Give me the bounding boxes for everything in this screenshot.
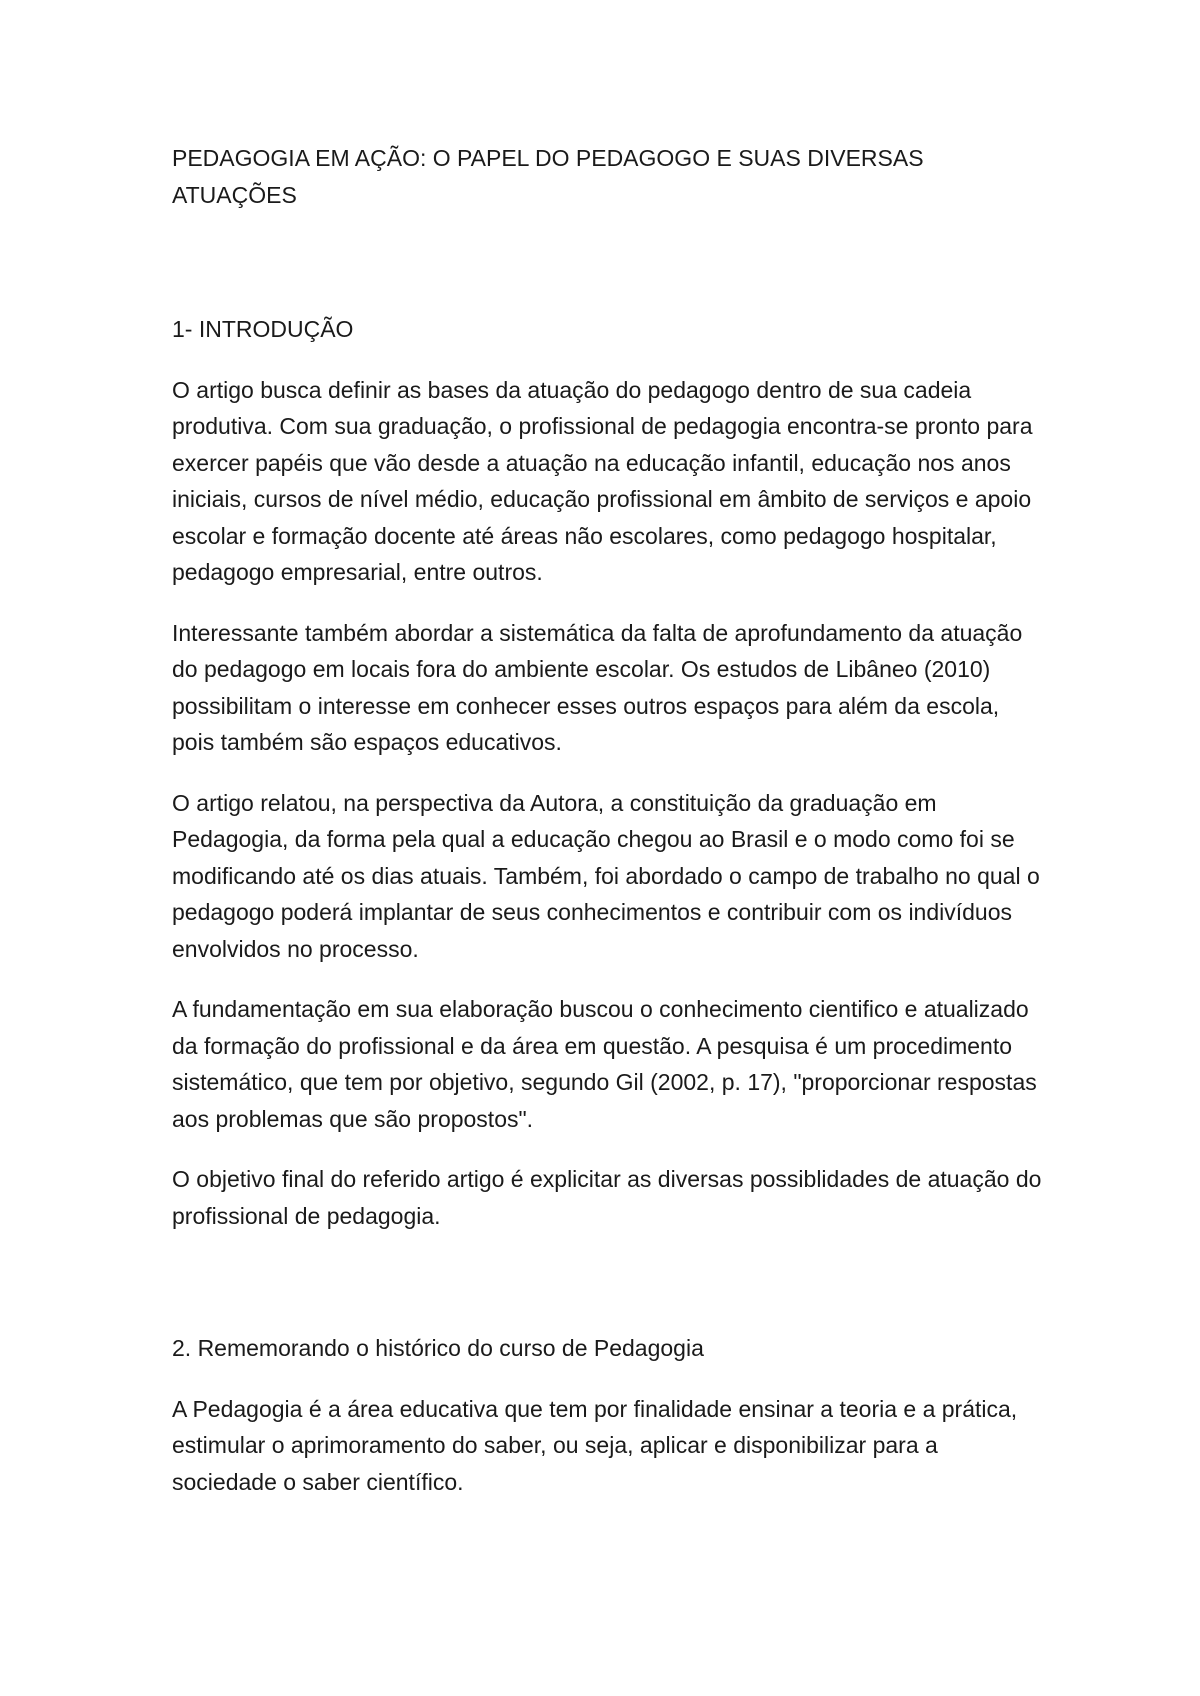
spacer <box>172 761 1042 785</box>
paragraph: A fundamentação em sua elaboração buscou o conhecimento cientifico e atualizado da formação do profissional e da área em questão. A pesquisa é um procedimento sistemático, que tem por objetivo, segundo Gil (2002, p. 17), "proporcionar respostas aos problemas que são propostos". <box>172 996 1037 1132</box>
document-body <box>172 140 1042 1500</box>
spacer <box>172 1137 1042 1161</box>
spacer <box>172 1367 1042 1391</box>
section-heading-historico: 2. Rememorando o histórico do curso de Pedagogia <box>172 1335 704 1361</box>
spacer <box>172 213 1042 311</box>
paragraph: O artigo relatou, na perspectiva da Autora, a constituição da graduação em Pedagogia, da forma pela qual a educação chegou ao Brasil e o modo como foi se modificando até os dias atuais. Também, foi abordado o campo de trabalho no qual o pedagogo poderá implantar de seus conhecimentos e contribuir com os indivíduos envolvidos no processo. <box>172 789 1040 962</box>
spacer <box>172 348 1042 372</box>
spacer <box>172 591 1042 615</box>
document-title: PEDAGOGIA EM AÇÃO: O PAPEL DO PEDAGOGO E SUAS DIVERSAS ATUAÇÕES <box>172 145 924 208</box>
spacer <box>172 1234 1042 1330</box>
paragraph: Interessante também abordar a sistemática da falta de aprofundamento da atuação do pedagogo em locais fora do ambiente escolar. Os estudos de Libâneo (2010) possibilitam o interesse em conhecer esses outros espaços para além da escola, pois também são espaços educativos. <box>172 619 1023 755</box>
paragraph: A Pedagogia é a área educativa que tem por finalidade ensinar a teoria e a prática, estimular o aprimoramento do saber, ou seja, aplicar e disponibilizar para a sociedade o saber científico. <box>172 1395 1018 1495</box>
section-heading-introducao: 1- INTRODUÇÃO <box>172 316 354 342</box>
spacer <box>172 967 1042 991</box>
paragraph: O objetivo final do referido artigo é explicitar as diversas possiblidades de atuação do profissional de pedagogia. <box>172 1166 1042 1229</box>
paragraph: O artigo busca definir as bases da atuação do pedagogo dentro de sua cadeia produtiva. Com sua graduação, o profissional de pedagogia encontra-se pronto para exercer papéis que vão desde a atuação na educação infantil, educação nos anos iniciais, cursos de nível médio, educação profissional em âmbito de serviços e apoio escolar e formação docente até áreas não escolares, como pedagogo hospitalar, pedagogo empresarial, entre outros. <box>172 376 1033 585</box>
